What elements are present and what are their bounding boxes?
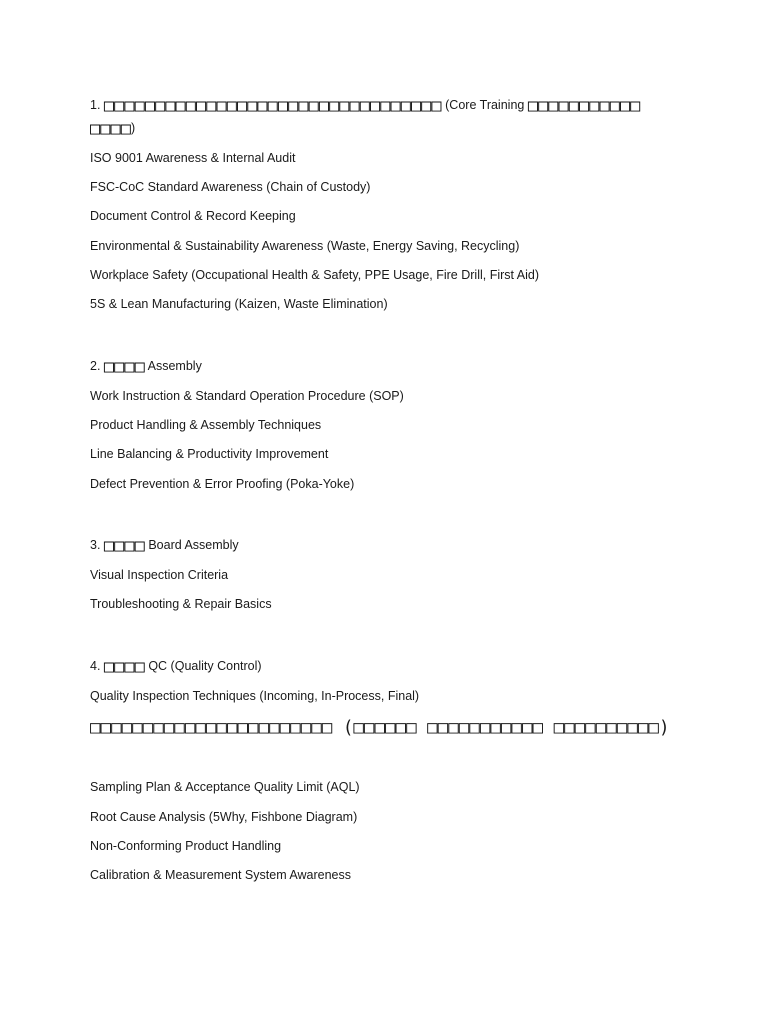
section-number: 3. (90, 538, 104, 552)
list-item: Work Instruction & Standard Operation Procedure (SOP) (90, 389, 404, 403)
list-item: Environmental & Sustainability Awareness (Waste, Energy Saving, Recycling) (90, 239, 520, 253)
section-2-heading (90, 356, 202, 377)
thai-text: □□□□ (103, 536, 145, 556)
list-item: Root Cause Analysis (5Why, Fishbone Diagram) (90, 810, 358, 824)
list-item: Visual Inspection Criteria (90, 568, 229, 582)
thai-text: □□□□ (90, 119, 131, 139)
thai-text: □□□□□□□□□□□□□□□□□□□□□□□□□□□□□□□□□ (103, 96, 442, 116)
list-item: Line Balancing & Productivity Improvement (90, 447, 329, 461)
heading-close-paren: ) (130, 121, 136, 135)
list-item: Defect Prevention & Error Proofing (Poka-Yoke) (90, 477, 355, 491)
list-item: Quality Inspection Techniques (Incoming, In-Process, Final) (90, 689, 420, 703)
section-4-heading (90, 656, 262, 677)
list-item: Troubleshooting & Repair Basics (90, 597, 272, 611)
section-3-heading (90, 535, 239, 556)
thai-note-line: □□□□□□□□□□□□□□□□□□□□□□□ (□□□□□□ □□□□□□□□□□□ □□□□□□□□□□) (90, 718, 670, 738)
section-number: 2. (90, 359, 104, 373)
thai-text: □□□□ (103, 657, 145, 677)
heading-latin-text: QC (Quality Control) (144, 659, 262, 673)
heading-latin-text: Assembly (144, 359, 202, 373)
section-number: 4. (90, 659, 104, 673)
heading-latin-text: Board Assembly (144, 538, 239, 552)
list-item: Sampling Plan & Acceptance Quality Limit (AQL) (90, 780, 360, 794)
list-item: Workplace Safety (Occupational Health & Safety, PPE Usage, Fire Drill, First Aid) (90, 268, 540, 282)
list-item: ISO 9001 Awareness & Internal Audit (90, 151, 296, 165)
section-number: 1. (90, 98, 104, 112)
thai-text: □□□□□□□□□□□ (527, 96, 641, 116)
list-item: Non-Conforming Product Handling (90, 839, 282, 853)
section-1-heading (90, 95, 640, 116)
list-item: Calibration & Measurement System Awareness (90, 868, 351, 882)
heading-latin-text: (Core Training (441, 98, 528, 112)
thai-text: □□□□ (103, 357, 145, 377)
list-item: Document Control & Record Keeping (90, 209, 296, 223)
section-1-heading-continued (90, 118, 135, 139)
list-item: Product Handling & Assembly Techniques (90, 418, 322, 432)
list-item: FSC-CoC Standard Awareness (Chain of Custody) (90, 180, 371, 194)
list-item: 5S & Lean Manufacturing (Kaizen, Waste Elimination) (90, 297, 388, 311)
